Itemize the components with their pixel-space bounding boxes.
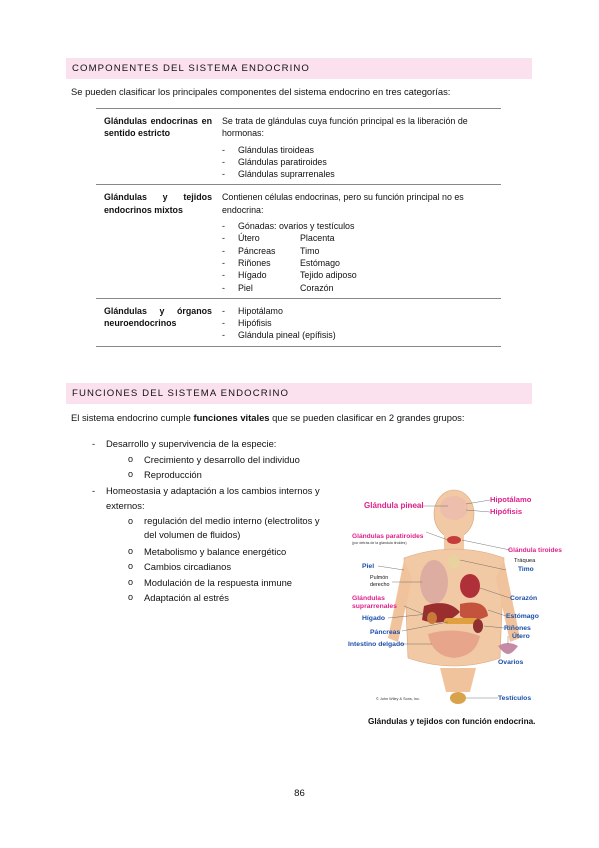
row-description: Se trata de glándulas cuya función principal es la liberación de hormonas: — [222, 116, 468, 139]
label-pineal: Glándula pineal — [364, 501, 424, 510]
table-row — [96, 298, 501, 346]
components-table — [96, 108, 501, 347]
label-pancreas: Páncreas — [370, 629, 401, 636]
list-item: o Cambios circadianos — [128, 561, 232, 572]
row-name: Glándulas y órganos neuroendocrinos — [104, 305, 212, 329]
table-row — [96, 109, 501, 185]
row-content — [216, 185, 501, 298]
label-corazon: Corazón — [510, 595, 538, 602]
list-item: o Metabolismo y balance energético — [128, 545, 287, 557]
list-item: - Glándulas tiroideas — [222, 144, 497, 156]
label-traquea: Tráquea — [514, 558, 536, 564]
list-item: - Hígado Tejido adiposo — [222, 269, 497, 281]
table-row — [96, 185, 501, 298]
label-suprarrenales-2: suprarrenales — [352, 603, 397, 610]
section2-intro: El sistema endocrino cumple funciones vitales que se pueden clasificar en 2 grandes grupos: — [71, 412, 465, 423]
list-item: o Adaptación al estrés — [128, 592, 229, 603]
label-paratiroides-note: (por detrás de la glándula tiroides) — [352, 541, 407, 545]
list-item: - Hipotálamo — [222, 305, 497, 317]
label-intestino: Intestino delgado — [348, 641, 405, 648]
list-item: - Páncreas Timo — [222, 245, 497, 257]
page-number: 86 — [294, 788, 305, 799]
list-item: - Gónadas: ovarios y testículos — [222, 220, 497, 232]
lung-shape — [420, 560, 448, 604]
label-pulmon: Pulmón — [370, 575, 389, 581]
testes-shape — [450, 692, 466, 704]
row-content — [216, 109, 501, 185]
row-content — [216, 298, 501, 346]
pancreas-shape — [444, 618, 478, 624]
row-name: Glándulas endocrinas en sentido estricto — [104, 116, 212, 139]
label-higado: Hígado — [362, 615, 386, 622]
label-utero: Útero — [512, 633, 530, 640]
label-tiroides: Glándula tiroides — [508, 547, 562, 554]
label-copyright: © John Wiley & Sons, Inc. — [376, 697, 420, 701]
adrenal-shape — [427, 612, 437, 624]
label-rinones: Riñones — [504, 625, 531, 632]
endocrine-anatomy-figure — [348, 478, 562, 734]
label-paratiroides: Glándulas paratiroides — [352, 533, 424, 540]
uterus-shape — [498, 643, 518, 654]
label-hipofisis: Hipófisis — [490, 507, 523, 516]
label-suprarrenales-1: Glándulas — [352, 595, 385, 602]
label-timo: Timo — [518, 566, 534, 573]
list-item: o regulación del medio interno (electrolitos y del volumen de fluidos) — [128, 514, 320, 540]
label-hipotalamo: Hipotálamo — [490, 495, 532, 504]
row-description: Contienen células endocrinas, pero su función principal no es endocrina: — [222, 192, 464, 215]
list-item: - Glándula pineal (epífisis) — [222, 329, 497, 341]
label-testiculos: Testículos — [498, 695, 532, 702]
label-pulmon-derecho: derecho — [370, 582, 390, 588]
list-item: - Glándulas suprarrenales — [222, 168, 497, 180]
list-item-continued: externos: — [106, 500, 145, 511]
list-item: o Reproducción — [128, 469, 202, 480]
list-item: - Útero Placenta — [222, 232, 497, 244]
label-ovarios: Ovarios — [498, 659, 524, 666]
section-heading-funciones: FUNCIONES DEL SISTEMA ENDOCRINO — [66, 383, 532, 404]
thyroid-shape — [447, 536, 461, 544]
list-item: - Homeostasia y adaptación a los cambios internos y — [92, 483, 320, 499]
list-item: - Hipófisis — [222, 317, 497, 329]
thymus-shape — [448, 555, 460, 569]
list-item: - Riñones Estómago — [222, 257, 497, 269]
brain-shape — [440, 496, 468, 520]
list-item: o Crecimiento y desarrollo del individuo — [128, 453, 300, 465]
figure-caption: Glándulas y tejidos con función endocrina. — [368, 717, 536, 726]
row-name: Glándulas y tejidos endocrinos mixtos — [104, 192, 212, 215]
pelvis-shape — [440, 668, 476, 692]
list-item: o Modulación de la respuesta inmune — [128, 576, 293, 588]
section-heading-componentes: COMPONENTES DEL SISTEMA ENDOCRINO — [66, 58, 532, 79]
list-item: - Desarrollo y supervivencia de la especie: — [92, 436, 320, 452]
list-item: - Glándulas paratiroides — [222, 156, 497, 168]
functions-list — [92, 436, 320, 606]
section1-intro: Se pueden clasificar los principales componentes del sistema endocrino en tres categorías: — [71, 86, 451, 97]
label-piel: Piel — [362, 563, 375, 570]
kidney-shape — [473, 619, 483, 633]
label-estomago: Estómago — [506, 613, 539, 620]
list-item: - Piel Corazón — [222, 282, 497, 294]
heart-shape — [460, 574, 480, 598]
